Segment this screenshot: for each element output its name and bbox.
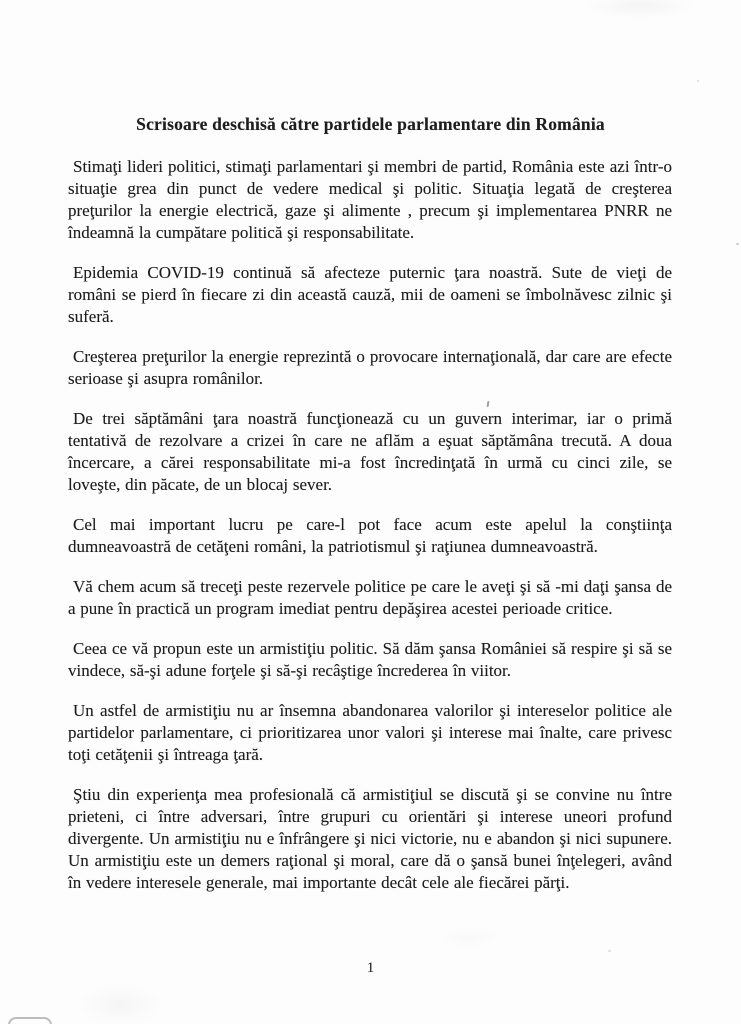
letter-paragraph: Ştiu din experienţa mea profesională că armistiţiul se discută şi se convine nu între prieteni, ci între adversari, între grupuri cu orientări şi interese uneori profund divergente. Un armistiţiu nu e înfrângere şi nici victorie, nu e abandon şi nici supunere. Un armistiţiu este un demers raţional şi moral, care dă o şansă bunei înţelegeri, având în vedere interesele generale, mai importante decât cele ale fiecărei părţi. bbox=[68, 785, 672, 892]
letter-paragraph: Epidemia COVID-19 continuă să afecteze puternic ţara noastră. Sute de vieţi de români se pierd în fiecare zi din această cauză, mii de oameni se îmbolnăvesc zilnic şi suferă. bbox=[68, 263, 672, 326]
letter-paragraph: De trei săptămâni ţara noastră funcţionează cu un guvern interimar, iar o primă tentativă de rezolvare a crizei în care ne aflăm a eşuat săptămâna trecută. A doua încercare, a cărei responsabilitate mi-a fost încredinţată în urmă cu cinci zile, se loveşte, din păcate, de un blocaj sever. bbox=[68, 409, 672, 494]
page-number: 1 bbox=[366, 960, 375, 976]
letter-title: Scrisoare deschisă către partidele parlamentare din România bbox=[136, 114, 605, 134]
scan-artifact-rect bbox=[8, 1017, 52, 1024]
letter-paragraph: Creşterea preţurilor la energie reprezintă o provocare internaţională, dar care are efecte serioase şi asupra românilor. bbox=[68, 347, 672, 388]
letter-paragraph: Un astfel de armistiţiu nu ar însemna abandonarea valorilor şi intereselor politice ale partidelor parlamentare, ci prioritizarea unor valori şi interese mai înalte, care privesc toţi cetăţenii şi întreaga ţară. bbox=[68, 701, 672, 764]
letter-body bbox=[68, 156, 672, 912]
scan-speckle bbox=[608, 950, 611, 952]
scan-speckle bbox=[736, 243, 739, 245]
letter-paragraph: Stimaţi lideri politici, stimaţi parlamentari şi membri de partid, România este azi într-o situaţie grea din punct de vedere medical şi politic. Situaţia legată de creşterea preţurilor la energie electrică, gaze şi alimente , precum şi implementarea PNRR ne îndeamnă la cumpătare politică şi responsabilitate. bbox=[68, 157, 672, 242]
letter-paragraph: Cel mai important lucru pe care-l pot face acum este apelul la conştiinţa dumneavoastră de cetăţeni români, la patriotismul şi raţiunea dumneavoastră. bbox=[68, 515, 672, 556]
letter-paragraph: Ceea ce vă propun este un armistiţiu politic. Să dăm şansa României să respire şi să se vindece, să-şi adune forţele şi să-şi recâştige încrederea în viitor. bbox=[68, 639, 672, 680]
letter-paragraph: Vă chem acum să treceţi peste rezervele politice pe care le aveţi şi să -mi daţi şansa de a pune în practică un program imediat pentru depăşirea acestei perioade critice. bbox=[68, 577, 672, 618]
scan-speckle bbox=[697, 80, 699, 82]
